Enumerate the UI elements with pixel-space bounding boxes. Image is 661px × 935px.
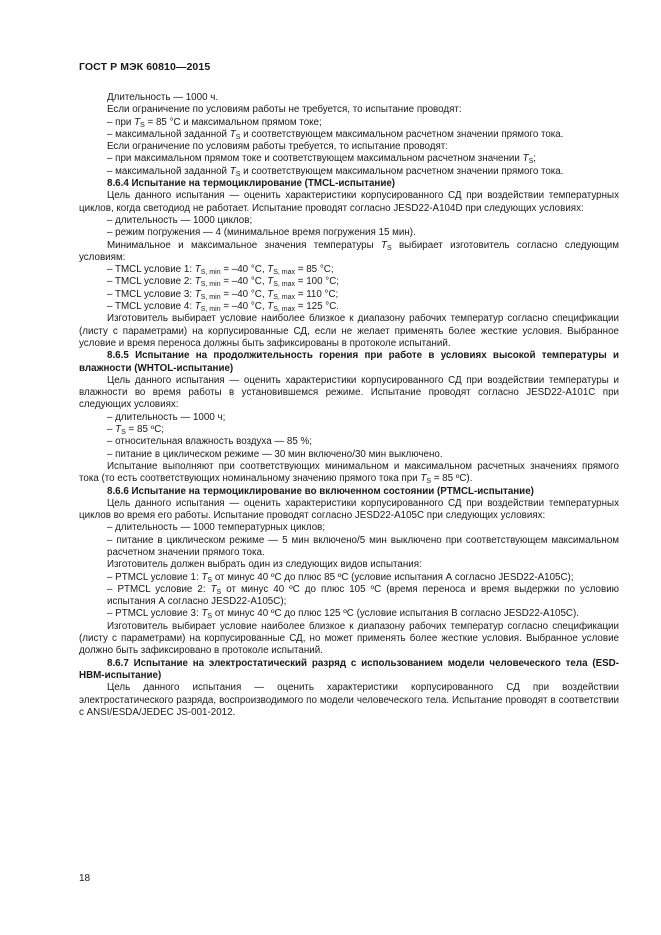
- section-heading-8-6-7: 8.6.7 Испытание на электростатический разряд с использованием модели человеческого тела (ESD-HBM-испытание): [79, 657, 619, 681]
- paragraph: Если ограничение по условиям работы требуется, то испытание проводят:: [107, 141, 449, 153]
- list-item: – TMCL условие 3: $T_{S, min} = -40$ °С, $T_{S, max} = 110$ °С;: [79, 289, 619, 301]
- list-item: – длительность — 1000 ч;: [79, 412, 619, 424]
- page-number: 18: [79, 873, 91, 884]
- paragraph: Цель данного испытания — оценить характеристики корпусированного СД при воздействии температурных циклов, когда светодиод не работает. Испытание проводят согласно JESD22-A104D при следующих условиях:: [79, 190, 619, 214]
- paragraph: Минимальное и максимальное значения температуры $T_S$ выбирает изготовитель согласно следующим условиям:: [79, 239, 620, 263]
- list-item: – $T_S = 85$ ºС;: [79, 424, 619, 436]
- list-item: – при $T_S = 85$ °С и максимальном прямом токе;: [79, 117, 619, 129]
- list-item: – PTMCL условие 3: $T_S$ от минус 40 ºС до плюс 125 ºС (условие испытания В согласно JESD22-A105C).: [79, 608, 619, 620]
- paragraph: Цель данного испытания — оценить характеристики корпусированного СД при воздействии температуры и влажности во время работы в установившемся режиме. Испытание проводят согласно JESD22-A101C при следующих условиях:: [79, 374, 619, 411]
- paragraph: Длительность — 1000 ч.: [107, 92, 219, 103]
- paragraph: Изготовитель выбирает условие наиболее близкое к диапазону рабочих температур согласно спецификации (листу с параметрами) на корпусированные СД, но может применять более жесткие условия. Выбранное условие должно быть зафиксировано в протоколе испытаний.: [79, 620, 619, 657]
- paragraph: Изготовитель должен выбрать один из следующих видов испытания:: [107, 559, 422, 571]
- list-item: – питание в циклическом режиме — 5 мин включено/5 мин выключено при соответствующем максимальном расчетном значении прямого тока.: [79, 535, 619, 560]
- list-item: – длительность — 1000 циклов;: [79, 215, 619, 227]
- list-item: – PTMCL условие 2: $T_S$ от минус 40 ºС до плюс 105 ºС (время переноса и время выдержки по условию испытания А согласно JESD22-A105C);: [79, 584, 619, 609]
- section-heading-8-6-6: 8.6.6 Испытание на термоциклирование во включенном состоянии (PTMCL-испытание): [107, 485, 534, 497]
- list-item: – максимальной заданной $T_S$ и соответствующем максимальном расчетном значении прямого тока.: [79, 166, 619, 178]
- list-item: – питание в циклическом режиме — 30 мин включено/30 мин выключено.: [79, 449, 619, 461]
- paragraph: Изготовитель выбирает условие наиболее близкое к диапазону рабочих температур согласно спецификации (листу с параметрами) на корпусированные СД, если не желает применять более жесткие условия. Выбранное условие и время переноса должны быть зафиксированы в протоколе испытаний.: [79, 313, 619, 349]
- list-item: – TMCL условие 1: $T_{S, min} = -40$ °С, $T_{S, max} = 85$ °С;: [79, 264, 619, 276]
- document-header: ГОСТ Р МЭК 60810—2015: [79, 61, 211, 73]
- list-item: – PTMCL условие 1: $T_S$ от минус 40 ºС до плюс 85 ºС (условие испытания А согласно JESD22-A105C);: [79, 572, 619, 584]
- section-heading-8-6-5: 8.6.5 Испытание на продолжительность горения при работе в условиях высокой температуры и влажности (WHTOL-испытание): [79, 350, 619, 374]
- list-item: – максимальной заданной $T_S$ и соответствующем максимальном расчетном значении прямого тока.: [79, 129, 619, 141]
- document-body: [79, 92, 619, 719]
- paragraph: Цель данного испытания — оценить характеристики корпусированного СД при воздействии электростатического разряда, воспроизводимого по модели человеческого тела. Испытание проводят в соответствии с ANSI/ESDA/JEDEC JS-001-2012.: [79, 682, 619, 718]
- section-heading-8-6-4: 8.6.4 Испытание на термоциклирование (TMCL-испытание): [107, 178, 396, 190]
- list-item: – режим погружения — 4 (минимальное время погружения 15 мин).: [79, 227, 619, 239]
- list-item: – TMCL условие 2: $T_{S, min} = -40$ °С, $T_{S, max} = 100$ °С;: [79, 276, 619, 288]
- list-item: – относительная влажность воздуха — 85 %;: [79, 436, 619, 448]
- list-item: – TMCL условие 4: $T_{S, min} = -40$ °С, $T_{S, max} = 125$ °С.: [79, 301, 619, 313]
- list-item: – при максимальном прямом токе и соответствующем максимальном расчетном значении $T_S$;: [79, 153, 619, 165]
- paragraph: Цель данного испытания — оценить характеристики корпусированного СД при воздействии температурных циклов во время его работы. Испытание проводят согласно JESD22-A105C при следующих условиях:: [79, 497, 619, 522]
- paragraph: Если ограничение по условиям работы не требуется, то испытание проводят:: [107, 104, 462, 116]
- paragraph: Испытание выполняют при соответствующих минимальном и максимальном расчетных значениях прямого тока (то есть соответствующих номинальному значению прямого тока при $T_S = 85$ ºС).: [79, 460, 619, 486]
- list-item: – длительность — 1000 температурных циклов;: [79, 522, 619, 534]
